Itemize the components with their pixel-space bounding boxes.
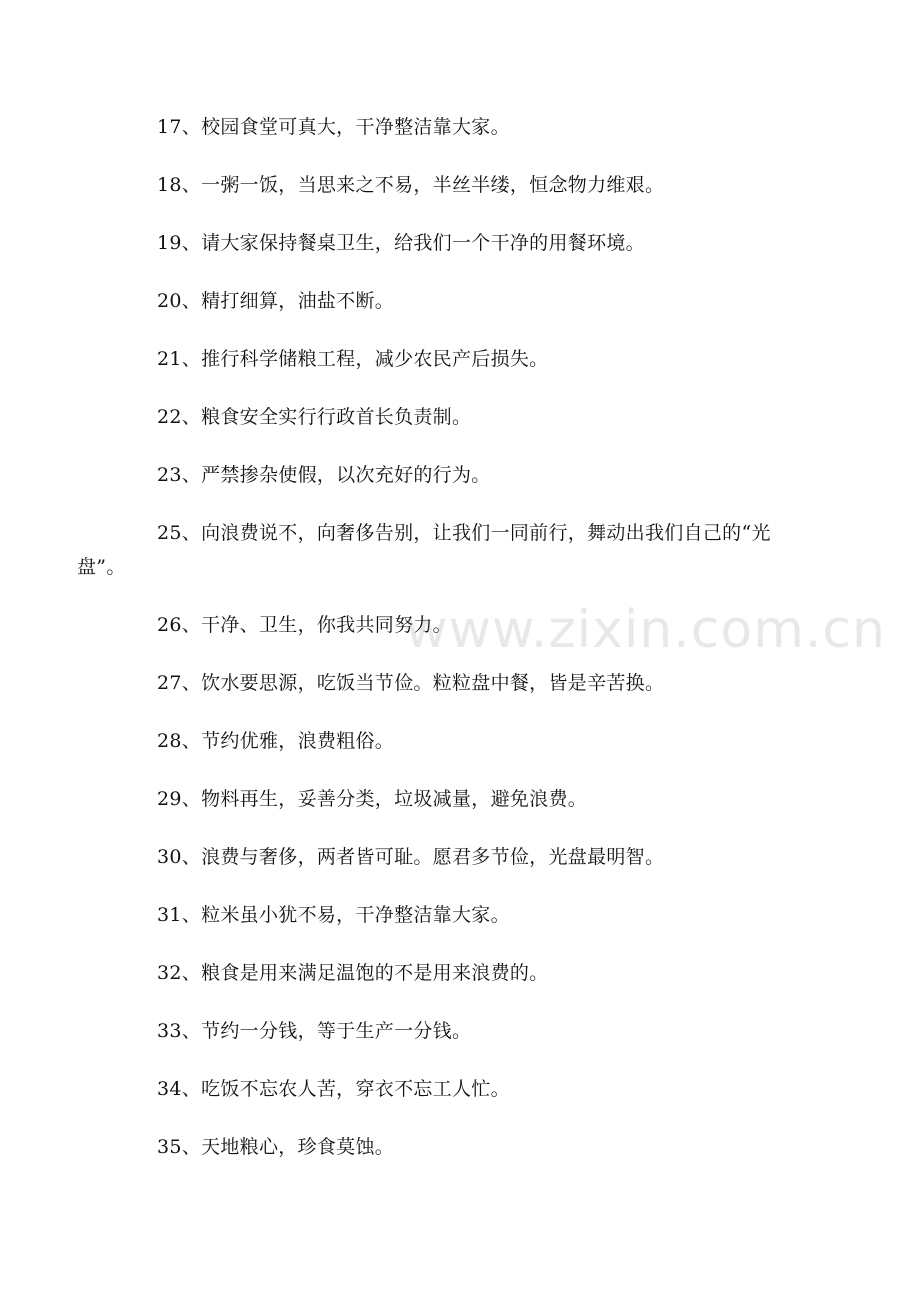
slogan-item-30: 30、浪费与奢侈，两者皆可耻。愿君多节俭，光盘最明智。 [157, 846, 665, 868]
slogan-item-19: 19、请大家保持餐桌卫生，给我们一个干净的用餐环境。 [157, 232, 645, 254]
slogan-item-34: 34、吃饭不忘农人苦，穿衣不忘工人忙。 [157, 1078, 510, 1100]
slogan-item-21: 21、推行科学储粮工程，减少农民产后损失。 [157, 348, 549, 370]
slogan-item-20: 20、精打细算，油盐不断。 [157, 290, 395, 312]
slogan-item-23: 23、严禁掺杂使假，以次充好的行为。 [157, 464, 491, 486]
slogan-item-25: 25、向浪费说不，向奢侈告别，让我们一同前行，舞动出我们自己的“光盘”。 [77, 522, 771, 578]
slogan-list [77, 110, 817, 1188]
slogan-item-22: 22、粮食安全实行行政首长负责制。 [157, 406, 472, 428]
watermark: www.zixin.com.cn [405, 600, 886, 660]
slogan-item-27: 27、饮水要思源，吃饭当节俭。粒粒盘中餐，皆是辛苦换。 [157, 672, 665, 694]
slogan-item-35: 35、天地粮心，珍食莫蚀。 [157, 1136, 395, 1158]
slogan-item-33: 33、节约一分钱，等于生产一分钱。 [157, 1020, 472, 1042]
slogan-item-18: 18、一粥一饭，当思来之不易，半丝半缕，恒念物力维艰。 [157, 174, 665, 196]
slogan-item-26: 26、干净、卫生，你我共同努力。 [157, 614, 452, 636]
slogan-item-17: 17、校园食堂可真大，干净整洁靠大家。 [157, 116, 510, 138]
slogan-item-32: 32、粮食是用来满足温饱的不是用来浪费的。 [157, 962, 549, 984]
slogan-item-31: 31、粒米虽小犹不易，干净整洁靠大家。 [157, 904, 510, 926]
slogan-item-28: 28、节约优雅，浪费粗俗。 [157, 730, 395, 752]
slogan-item-29: 29、物料再生，妥善分类，垃圾减量，避免浪费。 [157, 788, 588, 810]
